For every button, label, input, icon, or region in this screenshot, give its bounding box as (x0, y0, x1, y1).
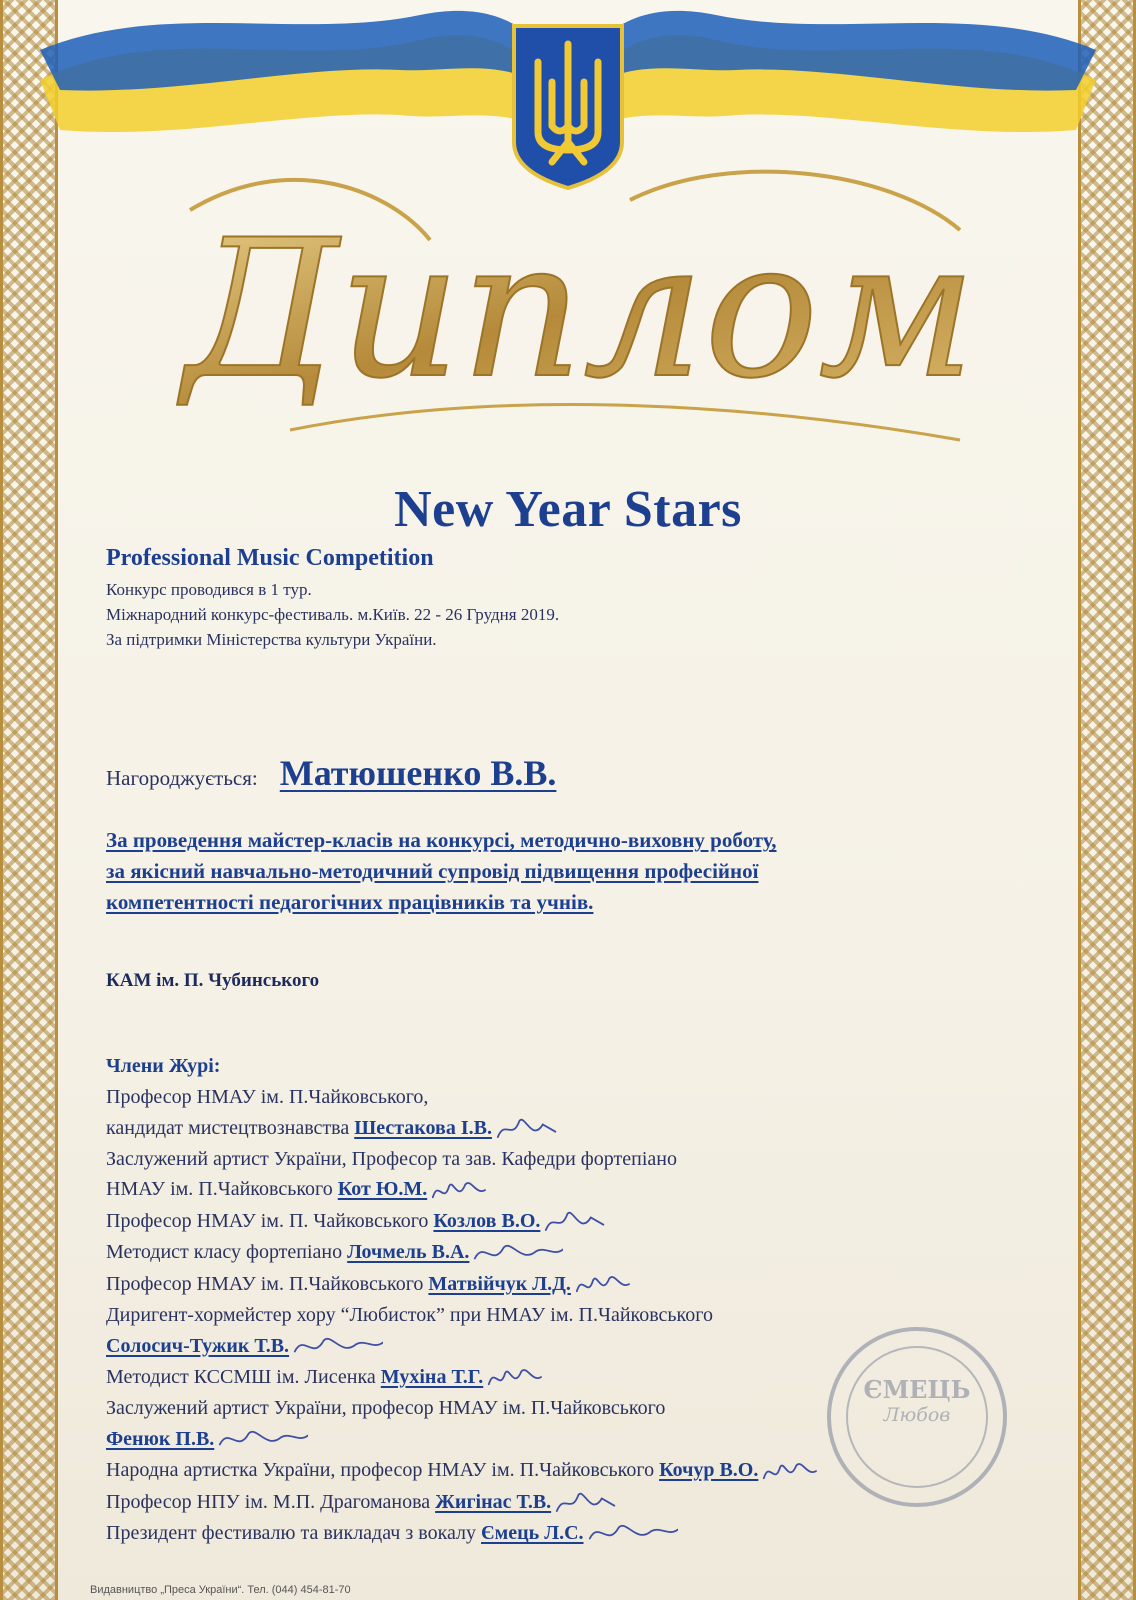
signature-icon (218, 1425, 308, 1455)
diploma-calligraphy (170, 150, 990, 480)
jury-member-title: Професор НМАУ ім. П.Чайковського, (106, 1086, 429, 1108)
info-line: За підтримки Міністерства культури України. (106, 630, 437, 649)
jury-member-title: Професор НПУ ім. М.П. Драгоманова (106, 1490, 436, 1513)
competition-info (106, 577, 1036, 652)
jury-member-name: Матвійчук Л.Д. (428, 1272, 571, 1295)
jury-member-title: кандидат мистецтвознавства (106, 1116, 355, 1139)
jury-member-line (106, 1082, 1026, 1113)
jury-member-line (106, 1237, 1026, 1268)
signature-icon (431, 1176, 521, 1206)
stamp-name: ЄМЕЦЬ (863, 1375, 971, 1404)
reason-line: За проведення майстер-класів на конкурсі, методично-виховну роботу, (106, 828, 777, 852)
diploma-word: Диплом (183, 199, 977, 420)
info-line: Міжнародний конкурс-фестиваль. м.Київ. 22 - 26 Грудня 2019. (106, 605, 560, 624)
jury-member-name: Жигінас Т.В. (435, 1490, 552, 1513)
competition-subtitle: Professional Music Competition (106, 545, 434, 571)
jury-member-line (106, 1269, 1026, 1300)
signature-icon (293, 1332, 383, 1362)
award-row (106, 752, 1036, 794)
school-name: КАМ ім. П. Чубинського (106, 970, 320, 991)
jury-heading: Члени Журі: (106, 1055, 221, 1077)
jury-member-name: Козлов В.О. (433, 1209, 541, 1232)
jury-member-line (106, 1113, 1026, 1144)
signature-icon (473, 1239, 563, 1269)
jury-member-line (106, 1174, 1026, 1205)
signature-icon (588, 1519, 678, 1549)
competition-title: New Year Stars (394, 481, 742, 538)
award-label: Нагороджується: (106, 766, 258, 790)
ornament-border-left (0, 0, 58, 1600)
award-reason (106, 825, 1026, 918)
reason-line: компетентності педагогічних працівників та учнів. (106, 890, 594, 914)
signature-icon (575, 1270, 665, 1300)
jury-member-line (106, 1206, 1026, 1237)
ornament-border-right (1078, 0, 1136, 1600)
jury-member-title: Професор НМАУ ім. П. Чайковського (106, 1209, 434, 1232)
info-line: Конкурс проводився в 1 тур. (106, 580, 312, 599)
jury-member-title: Методист КССМШ ім. Лисенка (106, 1365, 381, 1388)
reason-line: за якісний навчально-методичний супровід підвищення професійної (106, 859, 759, 883)
jury-member-title: Заслужений артист України, Професор та зав. Кафедри фортепіано (106, 1147, 677, 1170)
jury-member-name: Шестакова І.В. (354, 1116, 492, 1139)
jury-member-name: Кот Ю.М. (337, 1178, 428, 1201)
jury-member-title: Методист класу фортепіано (106, 1241, 348, 1264)
recipient-name: Матюшенко В.В. (279, 753, 557, 793)
jury-member-name: Лочмель В.А. (347, 1241, 470, 1264)
jury-member-name: Мухіна Т.Г. (380, 1365, 484, 1388)
jury-member-title: Народна артистка України, професор НМАУ ім. П.Чайковського (106, 1459, 660, 1482)
jury-member-title: Диригент-хормейстер хору “Любисток” при НМАУ ім. П.Чайковського (106, 1304, 713, 1327)
signature-icon (555, 1488, 645, 1518)
jury-member-line (106, 1518, 1026, 1549)
publisher-line: Видавництво „Преса України“. Тел. (044) 454-81-70 (90, 1584, 351, 1596)
signature-icon (496, 1114, 586, 1144)
jury-member-name: Солосич-Тужик Т.В. (106, 1334, 290, 1357)
signature-icon (544, 1207, 634, 1237)
jury-member-title: Президент фестивалю та викладач з вокалу (106, 1522, 482, 1545)
jury-member-name: Фенюк П.В. (106, 1427, 215, 1450)
jury-member-name: Кочур В.О. (659, 1459, 759, 1482)
jury-member-name: Ємець Л.С. (481, 1522, 584, 1545)
signature-icon (487, 1363, 577, 1393)
jury-member-title: Професор НМАУ ім. П.Чайковського (106, 1272, 429, 1295)
jury-member-title: НМАУ ім. П.Чайковського (106, 1178, 338, 1201)
jury-member-title: Заслужений артист України, професор НМАУ ім. П.Чайковського (106, 1397, 666, 1420)
stamp-sub: Любов (883, 1404, 951, 1426)
jury-member-line (106, 1144, 1026, 1175)
